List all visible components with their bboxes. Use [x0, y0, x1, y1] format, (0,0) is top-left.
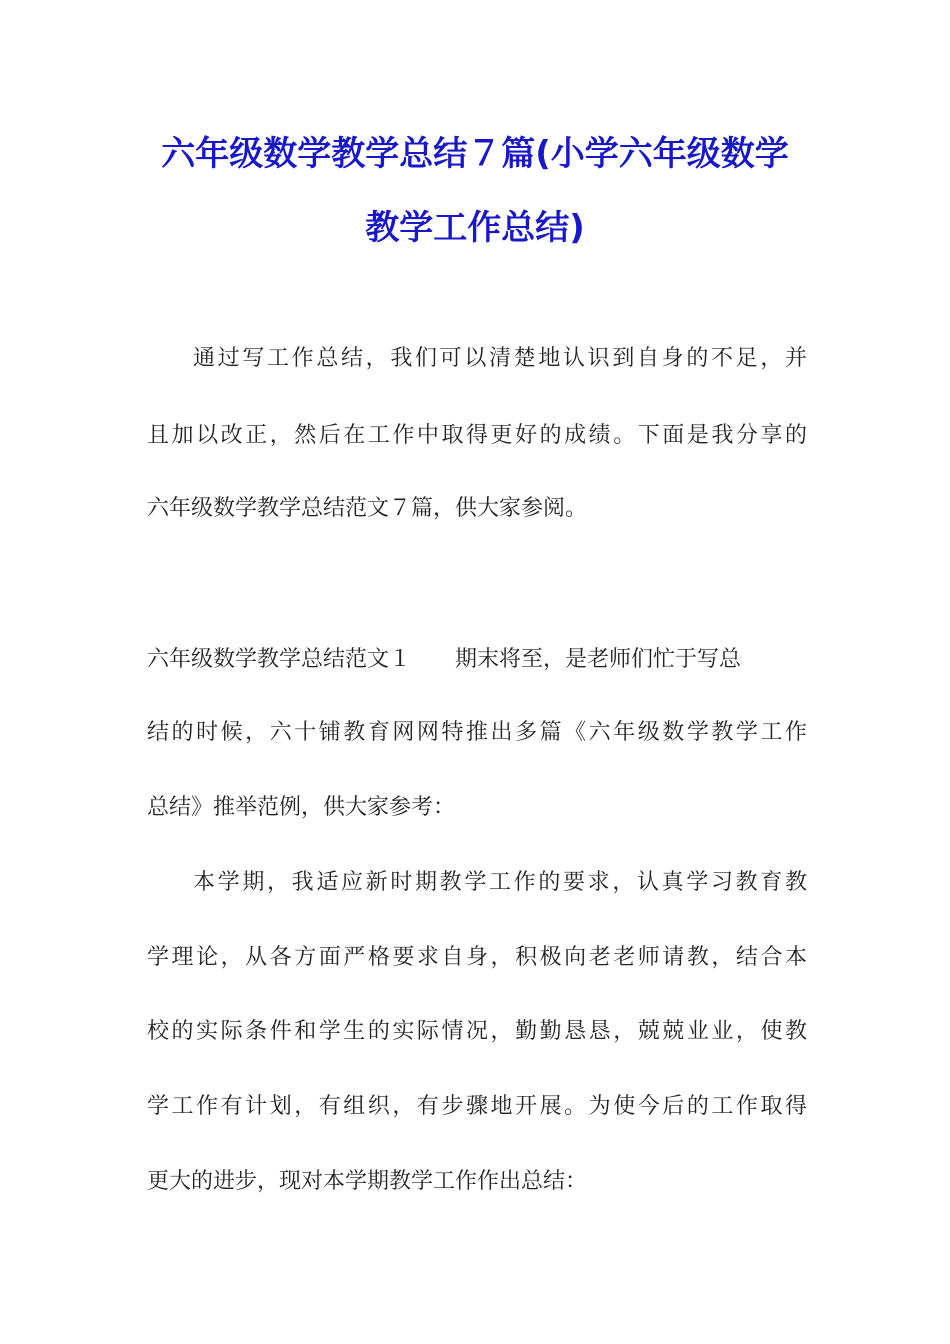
intro-line-2: 且加以改正，然后在工作中取得更好的成绩。下面是我分享的: [147, 423, 807, 448]
paragraph-2-line-3: 校的实际条件和学生的实际情况，勤勤恳恳，兢兢业业，使教: [147, 1019, 807, 1044]
intro-line-3: 六年级数学教学总结范文７篇，供大家参阅。: [147, 496, 588, 521]
paragraph-2-line-4: 学工作有计划，有组织，有步骤地开展。为使今后的工作取得: [147, 1094, 807, 1119]
paragraph-2-line-1: 本学期，我适应新时期教学工作的要求，认真学习教育教: [193, 870, 807, 895]
section-1-heading-line: [147, 645, 807, 675]
document-title-line-2: 教学工作总结): [365, 208, 585, 248]
paragraph-2-line-2: 学理论，从各方面严格要求自身，积极向老老师请教，结合本: [147, 945, 807, 970]
section-1-heading: 六年级数学教学总结范文１: [147, 647, 412, 672]
section-1-line-1: 结的时候，六十铺教育网网特推出多篇《六年级数学教学工作: [147, 720, 807, 745]
section-1-line-2: 总结》推举范例，供大家参考：: [147, 795, 456, 820]
intro-line-1: 通过写工作总结，我们可以清楚地认识到自身的不足，并: [193, 346, 807, 371]
paragraph-2-line-5: 更大的进步，现对本学期教学工作作出总结：: [147, 1169, 588, 1194]
section-1-heading-continuation: 期末将至，是老师们忙于写总: [455, 647, 742, 672]
document-title-line-1: 六年级数学教学总结７篇(小学六年级数学: [161, 134, 789, 174]
